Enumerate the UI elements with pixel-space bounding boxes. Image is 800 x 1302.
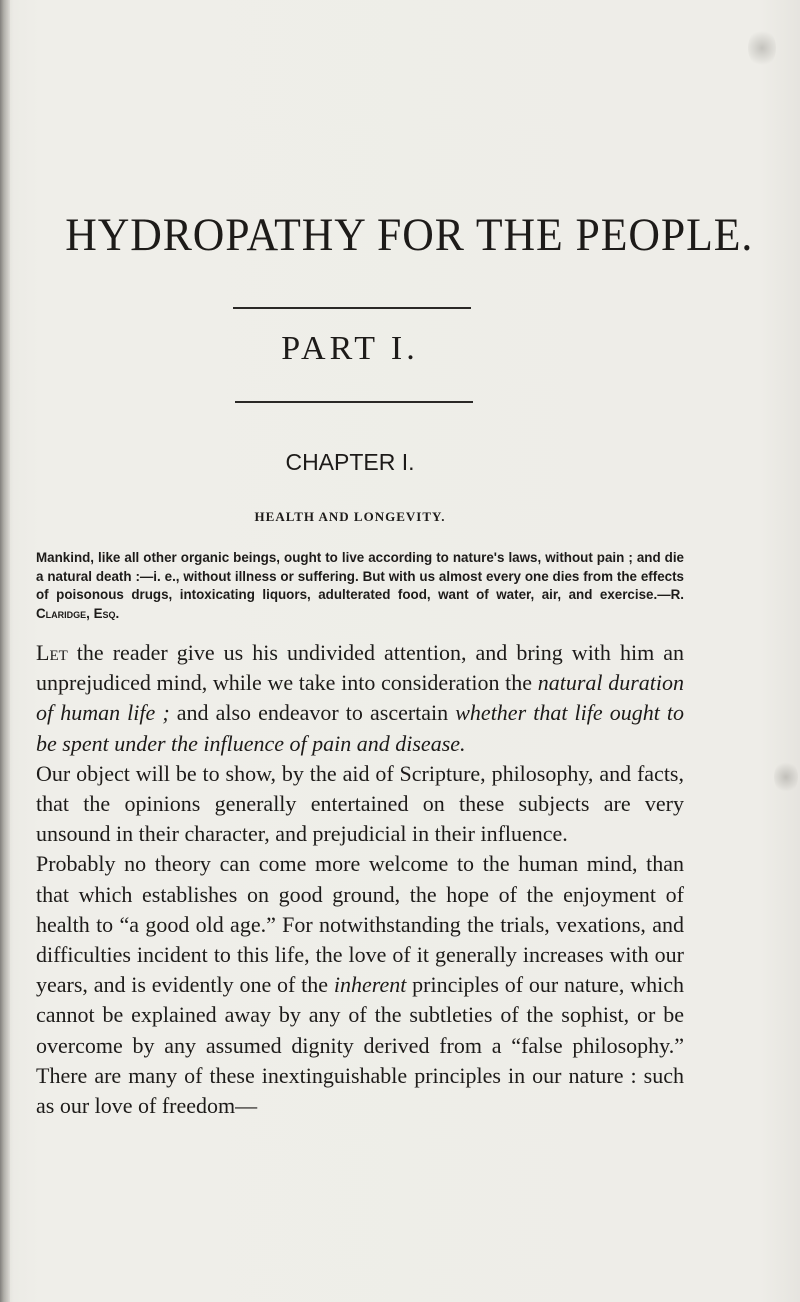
paragraph-text: and also endeavor to ascertain	[169, 700, 456, 726]
body-paragraph	[36, 638, 684, 759]
part-heading: PART I.	[281, 330, 419, 367]
divider-rule	[235, 401, 473, 403]
epigraph-text: Mankind, like all other organic beings, ought to live according to nature's laws, without pain ; and die a natural death :—i. e., without illness or suffering. But with us almost every one dies from the effects of poisonous drugs, intoxicating liquors, adulterated food, want of water, air, and exercise.—R.	[36, 550, 684, 603]
page-binding-edge	[0, 0, 10, 1302]
ink-smudge	[774, 760, 798, 794]
paragraph-lead-in: Let	[36, 640, 68, 665]
chapter-subtitle: HEALTH AND LONGEVITY.	[254, 509, 446, 524]
italic-phrase: whether that life ought to be spent under the influence of pain and disease.	[36, 700, 684, 756]
paragraph-text: Probably no theory can come more welcome to the human mind, than that which establishes on good ground, the hope of the enjoyment of health to “a good old age.” For notwithstanding the trials, vexations, and difficulties incident to this life, the love of it generally increases with our years, and is evidently one of the	[36, 851, 684, 998]
body-paragraph	[36, 849, 684, 1121]
paragraph-text: the reader give us his undivided attention, and bring with him an unprejudiced mind, while we take into consideration the	[36, 640, 684, 696]
divider-rule	[233, 307, 471, 309]
body-paragraph	[36, 759, 684, 850]
italic-phrase: natural duration of human life ;	[36, 670, 684, 726]
epigraph	[36, 549, 684, 623]
paragraph-text: Our object will be to show, by the aid of Scripture, philosophy, and facts, that the opinions generally entertained on these subjects are very unsound in their character, and prejudicial in their influence.	[36, 760, 684, 847]
paragraph-text: principles of our nature, which cannot be explained away by any of the subtleties of the sophist, or be overcome by any assumed dignity derived from a “false philosophy.” There are many of these inextinguishable principles in our nature : such as our love of freedom—	[36, 972, 684, 1119]
italic-phrase: inherent	[333, 972, 407, 998]
epigraph-attribution: Claridge, Esq.	[36, 605, 120, 621]
chapter-heading: CHAPTER I.	[285, 449, 415, 475]
chapter-body	[36, 638, 684, 1121]
book-title: HYDROPATHY FOR THE PEOPLE.	[65, 209, 754, 261]
ink-smudge	[748, 28, 776, 68]
